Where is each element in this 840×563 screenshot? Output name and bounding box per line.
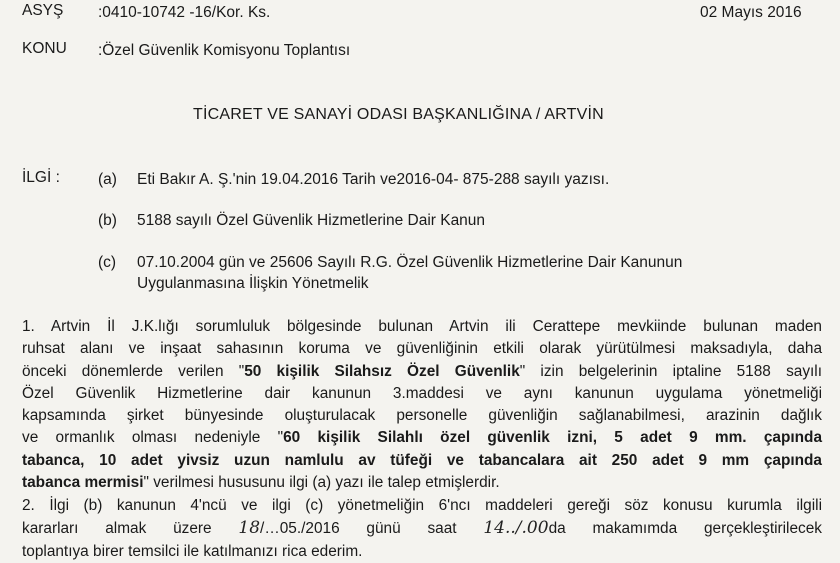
ilgi-b-text: 5188 sayılı Özel Güvenlik Hizmetlerine Dair Kanun	[137, 212, 486, 229]
p1-text: " izin belgelerinin iptaline 5188 sayılı	[519, 362, 822, 380]
handwritten-time: 14../.00	[483, 518, 549, 539]
sayi-value: :0410-10742 -16/Kor. Ks.	[98, 4, 271, 21]
p2-text: da makamımda gerçekleştirilecek	[548, 520, 822, 538]
p1-text: " verilmesi hususunu ilgi (a) yazı ile talep etmişlerdir.	[143, 474, 500, 492]
p1-bold-text: tabanca mermisi	[22, 474, 144, 492]
ilgi-c-text-line1: 07.10.2004 gün ve 25606 Sayılı R.G. Özel Güvenlik Hizmetlerine Dair Kanunun	[137, 254, 683, 271]
p1-bold-text: 50 kişilik Silahsız Özel Güvenlik	[244, 362, 520, 380]
ilgi-a-mark: (a)	[98, 171, 117, 188]
p1-line	[22, 450, 822, 472]
p2-line: 2. İlgi (b) kanunun 4'ncü ve ilgi (c) yönetmeliğin 6'ncı maddeleri gereği söz konusu kurumla ilgili	[22, 497, 822, 514]
paragraph-1	[22, 316, 822, 494]
p2-line: toplantıya birer temsilci ile katılmanızı rica ederim.	[22, 542, 363, 560]
ilgi-c-text-line2: Uygulanmasına İlişkin Yönetmelik	[137, 275, 369, 292]
handwritten-day: 18	[238, 518, 261, 539]
ilgi-a-text: Eti Bakır A. Ş.'nin 19.04.2016 Tarih ve2016-04- 875-288 sayılı yazısı.	[137, 171, 610, 188]
p1-line: ruhsat alanı ve inşaat sahasının koruma ve güvenliğinin etkili olarak yürütülmesi maksadıyla, daha	[22, 340, 822, 358]
p1-line	[22, 427, 822, 449]
p1-line: 1. Artvin İl J.K.lığı sorumluluk bölgesinde bulunan Artvin ili Cerattepe mevkiinde bulunan maden	[22, 318, 822, 335]
ilgi-c-mark: (c)	[98, 254, 117, 271]
p2-text: kararları almak üzere	[22, 520, 212, 538]
ilgi-b-mark: (b)	[98, 212, 117, 229]
paragraph-2	[22, 495, 822, 563]
konu-value: :Özel Güvenlik Komisyonu Toplantısı	[98, 42, 351, 59]
p1-line: kapsamında şirket bünyesinde oluşturulacak personelle güvenliğin sağlanabilmesi, arazinin dağlık	[22, 407, 822, 425]
konu-label: KONU	[22, 40, 67, 57]
document-date: 02 Mayıs 2016	[700, 4, 802, 21]
p2-text: /…05./2016 günü saat	[260, 520, 457, 538]
recipient-title: TİCARET VE SANAYİ ODASI BAŞKANLIĞINA / ARTVİN	[193, 106, 604, 123]
p1-line	[22, 361, 822, 383]
p1-text: önceki dönemlerde verilen "	[22, 362, 245, 380]
ilgi-label: İLGİ :	[22, 169, 60, 186]
p2-line	[22, 517, 822, 540]
p1-line	[22, 472, 822, 494]
p1-text: ve ormanlık olması nedeniyle "	[22, 429, 284, 447]
p1-bold-text: 60 kişilik Silahlı özel güvenlik izni, 5 adet 9 mm. çapında	[283, 429, 823, 447]
p1-line: Özel Güvenlik Hizmetlerine dair kanunun 3.maddesi ve aynı kanunun uygulama yönetmeliği	[22, 384, 822, 402]
sayi-label: ASYŞ	[22, 2, 64, 19]
p1-bold-text: tabanca, 10 adet yivsiz uzun namlulu av tüfeği ve tabancalara ait 250 adet 9 mm çapında	[22, 451, 822, 469]
